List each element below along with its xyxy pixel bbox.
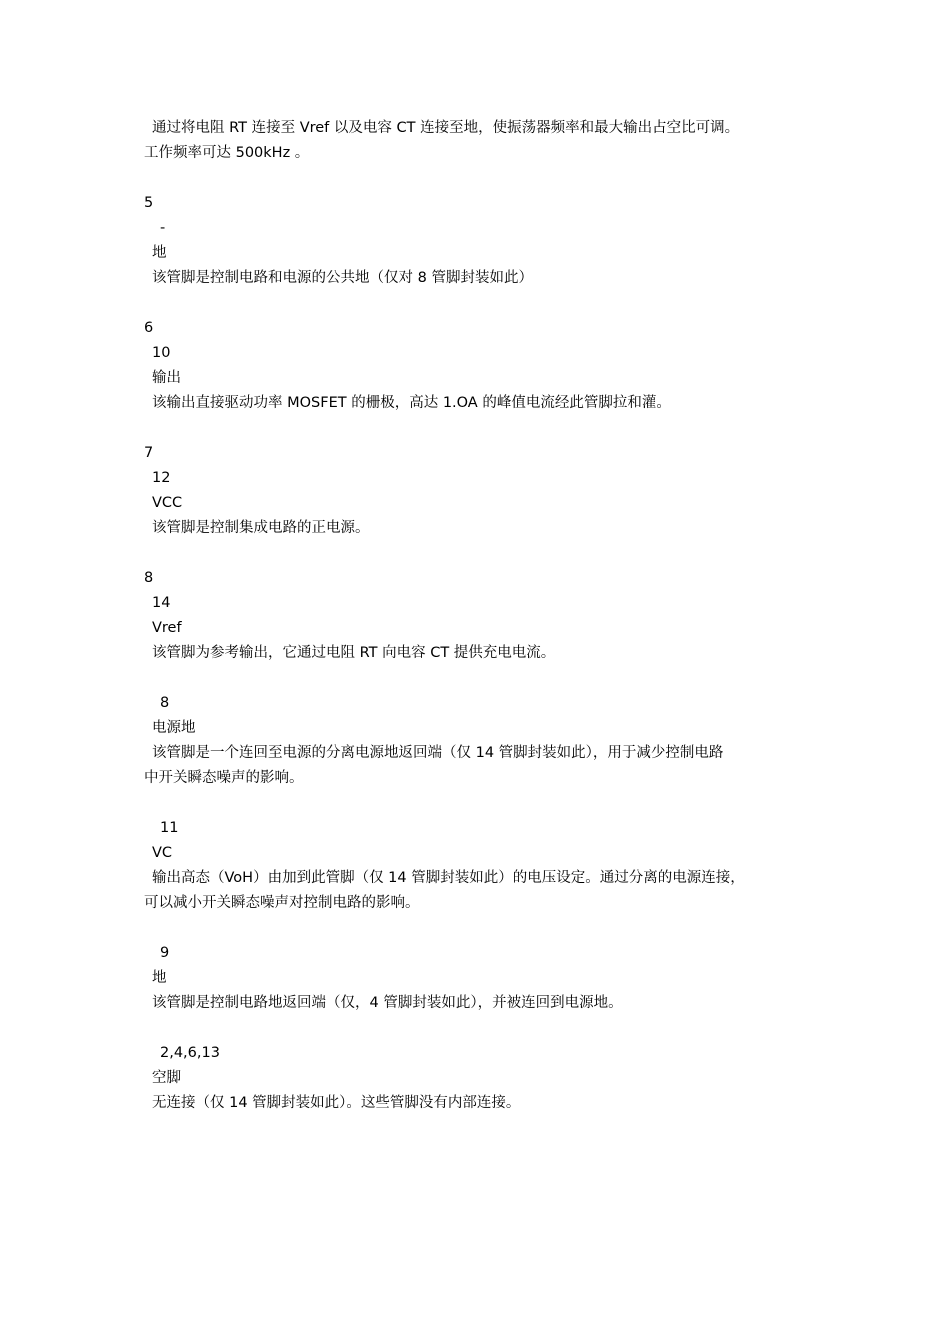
pin-description-continued: 中开关瞬态噪声的影响。 (144, 770, 304, 786)
pin14-number: 14 (152, 595, 171, 611)
pin8-number: 7 (144, 445, 154, 461)
pin-description: 该输出直接驱动功率 MOSFET 的栅极，高达 1.OA 的峰值电流经此管脚拉和灌。 (152, 395, 671, 411)
pin14-number: 2,4,6,13 (160, 1045, 220, 1061)
pin-description: 该管脚是控制集成电路的正电源。 (152, 520, 370, 536)
pin8-number: 6 (144, 320, 154, 336)
pin-function: VC (152, 845, 173, 861)
pin-description: 该管脚是控制电路地返回端（仅，4 管脚封装如此），并被连回到电源地。 (152, 995, 623, 1011)
intro-line-2: 工作频率可达 500kHz 。 (144, 145, 310, 161)
pin-description: 无连接（仅 14 管脚封装如此）。这些管脚没有内部连接。 (152, 1095, 521, 1111)
pin-function: 地 (152, 970, 167, 986)
pin14-number: 9 (160, 945, 170, 961)
pin14-number: 8 (160, 695, 170, 711)
pin-description-continued: 可以减小开关瞬态噪声对控制电路的影响。 (144, 895, 420, 911)
pin14-number: 11 (160, 820, 179, 836)
pin-description: 该管脚是一个连回至电源的分离电源地返回端（仅 14 管脚封装如此），用于减少控制电路 (152, 745, 724, 761)
intro-line-1: 通过将电阻 RT 连接至 Vref 以及电容 CT 连接至地，使振荡器频率和最大输出占空比可调。 (152, 120, 740, 136)
pin14-number: 10 (152, 345, 171, 361)
pin-function: Vref (152, 620, 182, 636)
pin8-number: 5 (144, 195, 154, 211)
pin14-number: 12 (152, 470, 171, 486)
pin-function: 地 (152, 245, 167, 261)
pin-function: VCC (152, 495, 183, 511)
pin-function: 空脚 (152, 1070, 181, 1086)
pin8-number: 8 (144, 570, 154, 586)
pin-description: 该管脚为参考输出，它通过电阻 RT 向电容 CT 提供充电电流。 (152, 645, 556, 661)
pin-function: 输出 (152, 370, 181, 386)
pin-function: 电源地 (152, 720, 196, 736)
pin-description: 输出高态（VoH）由加到此管脚（仅 14 管脚封装如此）的电压设定。通过分离的电源连接， (152, 870, 745, 886)
pin14-number: - (160, 220, 166, 236)
pin-description: 该管脚是控制电路和电源的公共地（仅对 8 管脚封装如此） (152, 270, 533, 286)
